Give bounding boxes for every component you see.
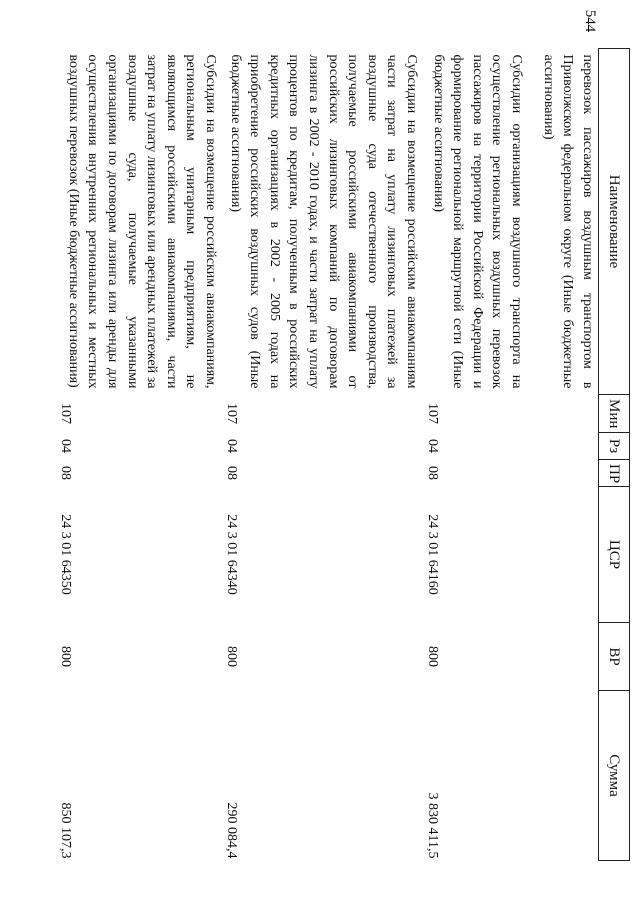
- row-rz: 04: [57, 439, 73, 453]
- header-pr: ПР: [599, 460, 630, 487]
- row-name: Субсидии организациям воздушного транспорта на осуществление региональных воздушных перевозок пассажиров на территории Российской Федерации и формирование региональной маршрутной сети (Иные бюджетные ассигнования): [430, 54, 524, 389]
- header-name: Наименование: [599, 49, 630, 395]
- header-min: Мин: [599, 395, 630, 433]
- row-sum: [527, 691, 599, 861]
- row-rz: 04: [223, 439, 239, 453]
- row-rz: 04: [424, 439, 440, 453]
- table-row: [422, 49, 527, 861]
- row-name: Субсидии на возмещение российским авиакомпаниям, региональным унитарным предприятиям, не являющимся российскими авиакомпаниями, части затрат на уплату лизинговых или арендных платежей за воздушные суда, получаемые указанными организациями по договорам лизинга или аренды для осуществления внутренних региональных и местных воздушных перевозок (Иные бюджетные ассигнования): [65, 54, 219, 389]
- table-header: [599, 49, 630, 861]
- row-csr: 24 3 01 64350: [57, 514, 73, 595]
- row-pr: [527, 460, 599, 487]
- table-row: [55, 49, 221, 861]
- row-min: 107: [424, 403, 440, 424]
- row-name: перевозок пассажиров воздушным транспортом в Приволжском федеральном округе (Иные бюджетные ассигнования): [540, 54, 595, 389]
- table-row: [527, 49, 599, 861]
- rotated-page-content: [42, 48, 630, 860]
- header-sum: Сумма: [599, 691, 630, 861]
- row-sum: 850 107,3: [57, 802, 73, 859]
- row-pr: 08: [424, 466, 440, 480]
- row-vr: 800: [223, 646, 239, 667]
- row-vr: 800: [424, 646, 440, 667]
- row-min: 107: [223, 403, 239, 424]
- table-row: [221, 49, 422, 861]
- row-csr: [527, 487, 599, 623]
- page-number: 544: [582, 9, 598, 33]
- row-vr: 800: [57, 646, 73, 667]
- row-rz: [527, 433, 599, 460]
- row-min: 107: [57, 403, 73, 424]
- header-row: [599, 49, 630, 861]
- row-sum: 290 084,4: [223, 802, 239, 859]
- row-pr: 08: [223, 466, 239, 480]
- row-sum: 3 830 411,5: [424, 792, 440, 859]
- budget-table: [55, 48, 630, 861]
- row-pr: 08: [57, 466, 73, 480]
- row-min: [527, 395, 599, 433]
- row-vr: [527, 623, 599, 691]
- row-name: Субсидии на возмещение российским авиакомпаниям части затрат на уплату лизинговых платежей за воздушные суда отечественного производства, получаемые российскими авиакомпаниями от российских лизинговых компаний по договорам лизинга в 2002 - 2010 годах, и части затрат на уплату процентов по кредитам, полученным в российских кредитных организациях в 2002 - 2005 годах на приобретение российских воздушных судов (Иные бюджетные ассигнования): [227, 54, 419, 389]
- row-csr: 24 3 01 64340: [223, 514, 239, 595]
- header-vr: ВР: [599, 623, 630, 691]
- table-body: [55, 49, 598, 861]
- header-csr: ЦСР: [599, 487, 630, 623]
- header-rz: Рз: [599, 433, 630, 460]
- row-csr: 24 3 01 64160: [424, 514, 440, 595]
